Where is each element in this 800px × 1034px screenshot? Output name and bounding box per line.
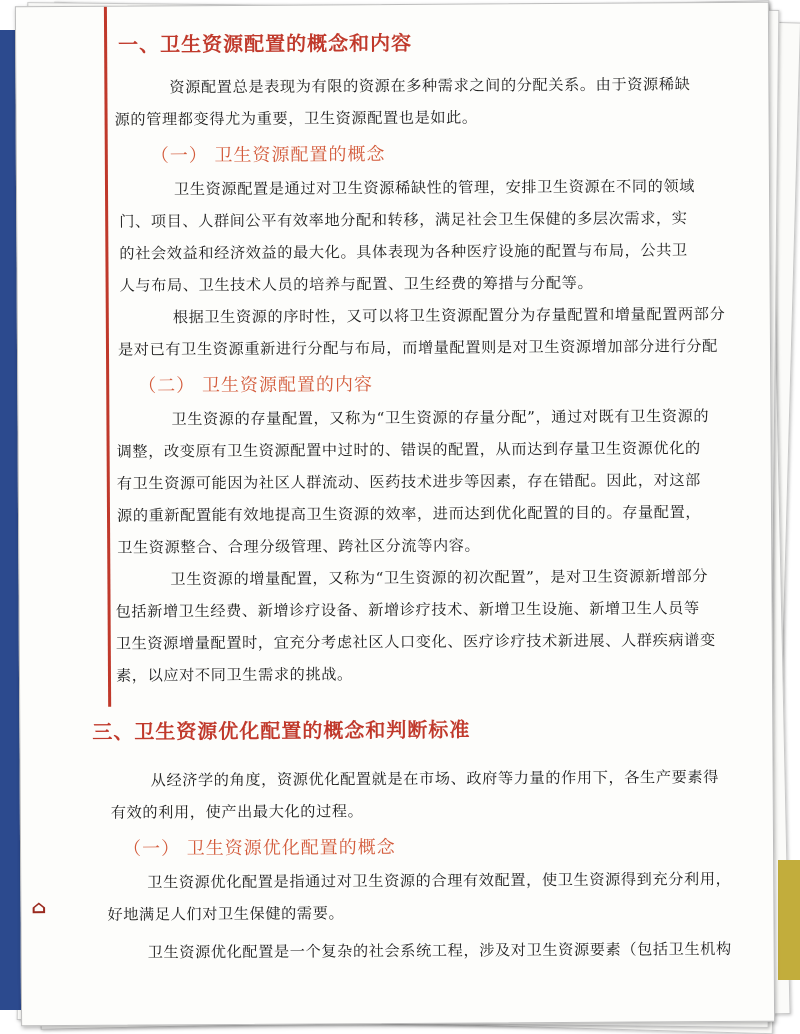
paragraph [107, 863, 775, 931]
text-line: 调整，改变原有卫生资源配置中过时的、错误的配置，从而达到存量卫生资源优化的 [116, 439, 701, 461]
section-heading: 三、卫生资源优化配置的概念和判断标准 [92, 717, 471, 744]
paragraph [108, 933, 776, 969]
text-line: 从经济学的角度，资源优化配置就是在市场、政府等力量的作用下，各生产要素得 [150, 768, 720, 790]
section-heading: 一、卫生资源配置的概念和内容 [118, 30, 413, 57]
book-cover-edge-right [778, 860, 800, 980]
text-line: 卫生资源优化配置是一个复杂的社会系统工程，涉及对卫生资源要素（包括卫生机构 [147, 939, 732, 962]
text-line: 源的管理都变得尤为重要，卫生资源配置也是如此。 [114, 108, 478, 129]
text-line: 卫生资源的增量配置，又称为“卫生资源的初次配置”，是对卫生资源新增部分 [170, 567, 709, 589]
section-intro [114, 68, 775, 136]
section-intro [111, 761, 776, 829]
text-line: 卫生资源增量配置时，宜充分考虑社区人口变化、医疗诊疗技术新进展、人群疾病谱变 [115, 631, 716, 653]
text-line: 卫生资源配置是通过对卫生资源稀缺性的管理，安排卫生资源在不同的领域 [173, 177, 696, 199]
text-line: 的社会效益和经济效益的最大化。具体表现为各种医疗设施的配置与布局，公共卫 [119, 241, 688, 263]
subsection-heading: （一） 卫生资源配置的概念 [150, 144, 386, 167]
text-line: 门、项目、人群间公平有效率地分配和转移，满足社会卫生保健的多层次需求，实 [119, 209, 688, 231]
text-line: 有效的利用，使产出最大化的过程。 [110, 802, 364, 822]
text-line: 是对已有卫生资源重新进行分配与布局，而增量配置则是对卫生资源增加部分进行分配 [117, 337, 718, 359]
paragraph [116, 400, 775, 564]
text-line: 卫生资源的存量配置，又称为“卫生资源的存量分配”，通过对既有卫生资源的 [171, 407, 710, 429]
text-line: 好地满足人们对卫生保健的需要。 [107, 904, 345, 924]
text-line: 卫生资源优化配置是指通过对卫生资源的合理有效配置，使卫生资源得到充分利用， [147, 869, 732, 892]
paragraph [118, 298, 775, 366]
document-page [15, 2, 775, 1027]
text-line: 素，以应对不同卫生需求的挑战。 [115, 665, 353, 685]
text-line: 有卫生资源可能因为社区人群流动、医药技术进步等因素，存在错配。因此，对这部 [116, 471, 701, 493]
text-line: 卫生资源整合、合理分级管理、跨社区分流等内容。 [117, 536, 481, 557]
page-stamp-mark: ⌂ [31, 897, 47, 919]
text-line: 源的重新配置能有效地提高卫生资源的效率，进而达到优化配置的目的。存量配置， [116, 503, 702, 525]
page-content [88, 17, 775, 969]
paragraph [115, 560, 775, 692]
subsection-heading: （二） 卫生资源配置的内容 [138, 374, 374, 397]
text-line: 包括新增卫生经费、新增诊疗设备、新增诊疗技术、新增卫生设施、新增卫生人员等 [115, 599, 700, 621]
subsection-heading: （一） 卫生资源优化配置的概念 [122, 837, 396, 860]
text-line: 根据卫生资源的序时性，又可以将卫生资源配置分为存量配置和增量配置两部分 [172, 304, 726, 327]
paragraph [119, 170, 775, 302]
text-line: 资源配置总是表现为有限的资源在多种需求之间的分配关系。由于资源稀缺 [169, 75, 691, 97]
text-line: 人与布局、卫生技术人员的培养与配置、卫生经费的筹措与分配等。 [119, 273, 594, 295]
